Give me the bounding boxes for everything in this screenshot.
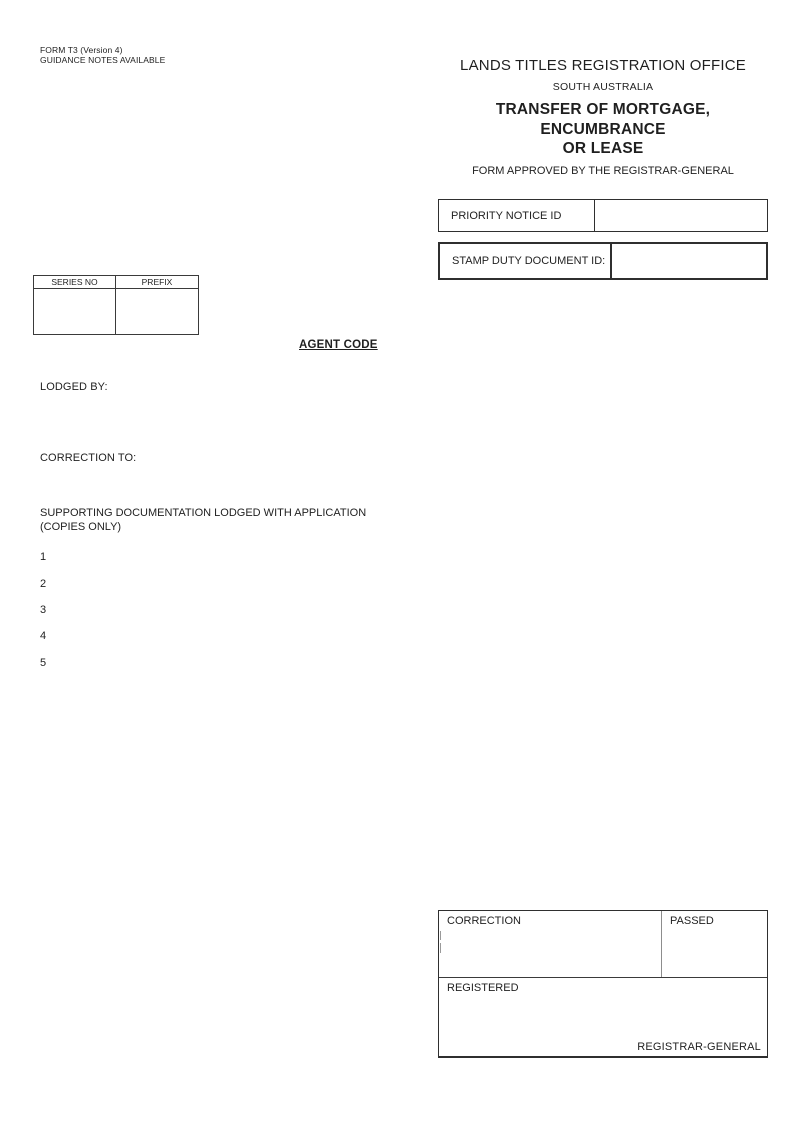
supporting-doc-number: 3 — [40, 604, 47, 616]
agent-code-label: AGENT CODE — [299, 339, 378, 351]
approval-note: FORM APPROVED BY THE REGISTRAR-GENERAL — [472, 165, 734, 177]
stamp-duty-label: STAMP DUTY DOCUMENT ID: — [440, 244, 612, 278]
scan-tick-mark — [440, 943, 441, 953]
jurisdiction-label: SOUTH AUSTRALIA — [552, 81, 654, 93]
supporting-doc-row-2[interactable] — [40, 578, 420, 594]
office-name: LANDS TITLES REGISTRATION OFFICE — [460, 57, 746, 74]
supporting-doc-row-3[interactable] — [40, 604, 420, 620]
registrar-general-label: REGISTRAR-GENERAL — [637, 1041, 761, 1053]
priority-notice-value-cell[interactable] — [595, 200, 767, 231]
series-no-header: SERIES NO — [34, 276, 116, 289]
form-meta — [40, 46, 165, 65]
form-title-line2: ENCUMBRANCE — [540, 120, 666, 138]
passed-label: PASSED — [670, 915, 714, 927]
priority-notice-label: PRIORITY NOTICE ID — [439, 200, 595, 231]
registered-cell[interactable] — [439, 978, 767, 1056]
correction-label: CORRECTION — [447, 915, 521, 927]
guidance-notes-label: GUIDANCE NOTES AVAILABLE — [40, 54, 166, 65]
stamp-duty-box — [438, 242, 768, 280]
supporting-doc-number: 2 — [40, 578, 47, 590]
supporting-docs-heading-line1: SUPPORTING DOCUMENTATION LODGED WITH APPLICATION — [40, 507, 367, 519]
form-title — [438, 100, 768, 159]
supporting-doc-number: 4 — [40, 630, 47, 642]
form-title-line1: TRANSFER OF MORTGAGE, — [495, 101, 711, 118]
series-table — [33, 275, 199, 335]
registered-label: REGISTERED — [447, 982, 519, 994]
passed-cell[interactable] — [662, 911, 767, 977]
supporting-docs-heading — [40, 506, 366, 534]
stamp-duty-value-cell[interactable] — [612, 244, 766, 278]
supporting-docs-heading-line2: (COPIES ONLY) — [40, 521, 122, 533]
scan-tick-mark — [440, 931, 441, 940]
form-title-line3: OR LEASE — [562, 140, 644, 157]
lodged-by-label: LODGED BY: — [40, 381, 108, 393]
supporting-doc-number: 5 — [40, 657, 47, 669]
office-use-top-row — [439, 911, 767, 978]
supporting-doc-row-1[interactable] — [40, 551, 420, 567]
correction-cell[interactable] — [439, 911, 662, 977]
supporting-doc-row-5[interactable] — [40, 657, 420, 673]
prefix-header: PREFIX — [116, 276, 198, 289]
correction-to-label: CORRECTION TO: — [40, 452, 137, 464]
office-use-box — [438, 910, 768, 1058]
priority-notice-box — [438, 199, 768, 232]
supporting-doc-number: 1 — [40, 551, 47, 563]
series-no-cell[interactable] — [34, 289, 116, 334]
form-version-label: FORM T3 (Version 4) — [40, 45, 123, 55]
prefix-cell[interactable] — [116, 289, 198, 334]
supporting-doc-row-4[interactable] — [40, 630, 420, 646]
